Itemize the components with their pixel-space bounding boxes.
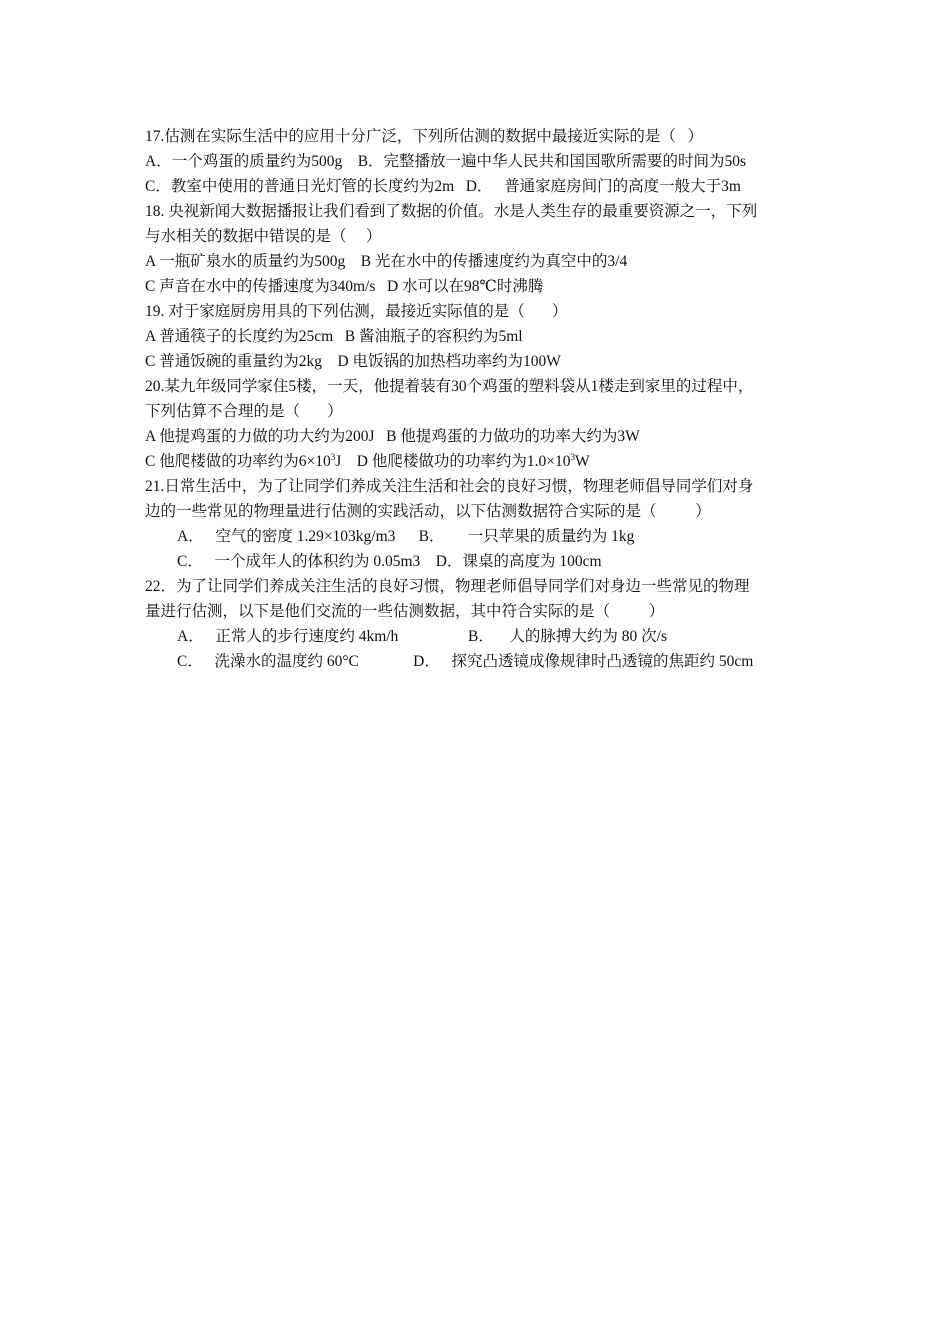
question-22-options-ab: A． 正常人的步行速度约 4km/h B． 人的脉搏大约为 80 次/s <box>177 628 667 645</box>
question-18-options-ab: A 一瓶矿泉水的质量约为500g B 光在水中的传播速度约为真空中的3/4 <box>145 253 628 270</box>
question-17-options-ab: A．一个鸡蛋的质量约为500g B．完整播放一遍中华人民共和国国歌所需要的时间为50s <box>145 153 747 170</box>
option-c-text: C 他爬楼做的功率约为6×10 <box>145 453 331 470</box>
question-19-stem: 19. 对于家庭厨房用具的下列估测，最接近实际值的是（ ） <box>145 303 568 320</box>
question-22-stem: 22．为了让同学们养成关注生活的良好习惯，物理老师倡导同学们对身边一些常见的物理 <box>145 578 750 595</box>
question-20-stem: 20.某九年级同学家住5楼，一天，他提着装有30个鸡蛋的塑料袋从1楼走到家里的过程中， <box>145 378 754 395</box>
question-22-options-cd: C． 洗澡水的温度约 60°C D． 探究凸透镜成像规律时凸透镜的焦距约 50cm <box>177 653 754 670</box>
question-19-options-cd: C 普通饭碗的重量约为2kg D 电饭锅的加热档功率约为100W <box>145 353 561 370</box>
question-18-stem-cont: 与水相关的数据中错误的是（ ） <box>145 228 382 245</box>
question-17-options-cd: C．教室中使用的普通日光灯管的长度约为2m D． 普通家庭房间门的高度一般大于3m <box>145 178 741 195</box>
question-20-options-cd <box>145 449 835 474</box>
question-list <box>145 124 835 674</box>
question-21-options-ab: A． 空气的密度 1.29×103kg/m3 B． 一只苹果的质量约为 1kg <box>177 528 635 545</box>
question-18-stem: 18. 央视新闻大数据播报让我们看到了数据的价值。水是人类生存的最重要资源之一，下列 <box>145 203 758 220</box>
question-20-stem-cont: 下列估算不合理的是（ ） <box>145 403 343 420</box>
question-19-options-ab: A 普通筷子的长度约为25cm B 酱油瓶子的容积约为5ml <box>145 328 523 345</box>
unit-text: W <box>574 453 590 470</box>
question-22-stem-cont: 量进行估测，以下是他们交流的一些估测数据，其中符合实际的是（ ） <box>145 603 665 620</box>
question-21-options-cd: C． 一个成年人的体积约为 0.05m3 D．课桌的高度为 100cm <box>177 553 602 570</box>
exponent: 3 <box>330 451 336 462</box>
question-21-stem: 21.日常生活中，为了让同学们养成关注生活和社会的良好习惯，物理老师倡导同学们对身 <box>145 478 754 495</box>
option-d-text: D 他爬楼做功的功率约为1.0×10 <box>356 453 571 470</box>
question-17-stem: 17.估测在实际生活中的应用十分广泛，下列所估测的数据中最接近实际的是（ ） <box>145 128 704 145</box>
exponent: 3 <box>570 451 575 462</box>
question-18-options-cd: C 声音在水中的传播速度为340m/s D 水可以在98℃时沸腾 <box>145 278 544 295</box>
question-20-options-ab: A 他提鸡蛋的力做的功大约为200J B 他提鸡蛋的力做功的功率大约为3W <box>145 428 640 445</box>
question-21-stem-cont: 边的一些常见的物理量进行估测的实践活动，以下估测数据符合实际的是（ ） <box>145 503 711 520</box>
unit-text: J <box>335 453 357 470</box>
